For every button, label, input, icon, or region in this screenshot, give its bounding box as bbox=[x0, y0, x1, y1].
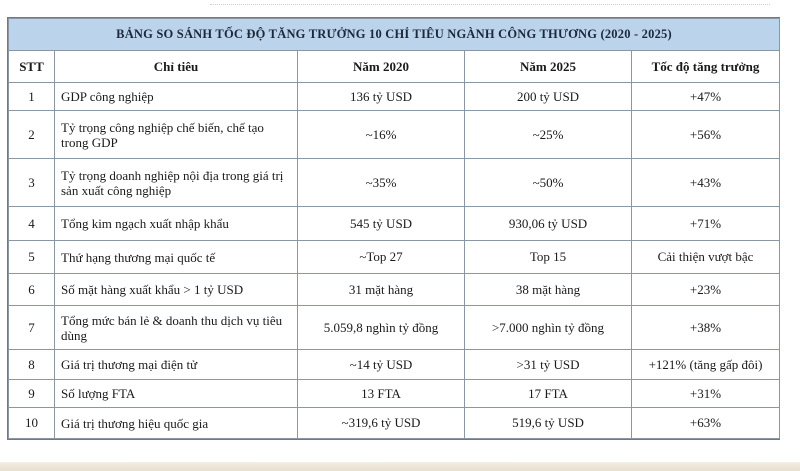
cell-nam-2020: 13 FTA bbox=[298, 380, 465, 408]
cell-stt: 6 bbox=[9, 274, 55, 306]
bottom-strip bbox=[0, 462, 800, 471]
table-row bbox=[9, 159, 780, 207]
header-nam-2025: Năm 2025 bbox=[465, 51, 632, 83]
table-row bbox=[9, 350, 780, 380]
header-row bbox=[9, 51, 780, 83]
cell-nam-2020: ~35% bbox=[298, 159, 465, 207]
cell-chi-tieu: Số mặt hàng xuất khẩu > 1 tỷ USD bbox=[55, 274, 298, 306]
cell-chi-tieu: Tỷ trọng công nghiệp chế biến, chế tạo trong GDP bbox=[55, 111, 298, 159]
header-nam-2020: Năm 2020 bbox=[298, 51, 465, 83]
cell-tang-truong: +31% bbox=[632, 380, 780, 408]
top-strip bbox=[0, 0, 800, 10]
table-row bbox=[9, 207, 780, 241]
cell-stt: 10 bbox=[9, 408, 55, 439]
table-title: BẢNG SO SÁNH TỐC ĐỘ TĂNG TRƯỞNG 10 CHỈ TIÊU NGÀNH CÔNG THƯƠNG (2020 - 2025) bbox=[9, 19, 780, 51]
cell-nam-2020: 545 tỷ USD bbox=[298, 207, 465, 241]
comparison-table bbox=[7, 17, 780, 440]
cell-tang-truong: Cải thiện vượt bậc bbox=[632, 241, 780, 274]
cell-nam-2025: 38 mặt hàng bbox=[465, 274, 632, 306]
cell-stt: 3 bbox=[9, 159, 55, 207]
cell-chi-tieu: Giá trị thương mại điện tử bbox=[55, 350, 298, 380]
table-row bbox=[9, 111, 780, 159]
cell-nam-2020: ~Top 27 bbox=[298, 241, 465, 274]
cell-tang-truong: +63% bbox=[632, 408, 780, 439]
cell-chi-tieu: Tổng mức bán lẻ & doanh thu dịch vụ tiêu dùng bbox=[55, 306, 298, 350]
table-row bbox=[9, 306, 780, 350]
cell-nam-2020: 5.059,8 nghìn tỷ đồng bbox=[298, 306, 465, 350]
cell-chi-tieu: Thứ hạng thương mại quốc tế bbox=[55, 241, 298, 274]
cell-stt: 8 bbox=[9, 350, 55, 380]
header-stt: STT bbox=[9, 51, 55, 83]
cell-stt: 1 bbox=[9, 83, 55, 111]
cell-tang-truong: +43% bbox=[632, 159, 780, 207]
header-chi-tieu: Chỉ tiêu bbox=[55, 51, 298, 83]
cell-tang-truong: +56% bbox=[632, 111, 780, 159]
cell-chi-tieu: Tỷ trọng doanh nghiệp nội địa trong giá trị sản xuất công nghiệp bbox=[55, 159, 298, 207]
cell-nam-2025: 519,6 tỷ USD bbox=[465, 408, 632, 439]
cell-stt: 2 bbox=[9, 111, 55, 159]
cell-nam-2025: Top 15 bbox=[465, 241, 632, 274]
table-row bbox=[9, 408, 780, 439]
cell-tang-truong: +71% bbox=[632, 207, 780, 241]
cell-chi-tieu: GDP công nghiệp bbox=[55, 83, 298, 111]
cell-nam-2025: ~50% bbox=[465, 159, 632, 207]
table-row bbox=[9, 83, 780, 111]
cell-chi-tieu: Tổng kim ngạch xuất nhập khẩu bbox=[55, 207, 298, 241]
cell-nam-2025: 200 tỷ USD bbox=[465, 83, 632, 111]
cell-nam-2020: ~319,6 tỷ USD bbox=[298, 408, 465, 439]
cell-tang-truong: +47% bbox=[632, 83, 780, 111]
cell-tang-truong: +23% bbox=[632, 274, 780, 306]
header-toc-do: Tốc độ tăng trưởng bbox=[632, 51, 780, 83]
cell-nam-2020: ~16% bbox=[298, 111, 465, 159]
cell-stt: 7 bbox=[9, 306, 55, 350]
cropped-text-line bbox=[210, 0, 770, 5]
cell-nam-2025: >31 tỷ USD bbox=[465, 350, 632, 380]
cell-nam-2025: 17 FTA bbox=[465, 380, 632, 408]
cell-tang-truong: +121% (tăng gấp đôi) bbox=[632, 350, 780, 380]
cell-nam-2025: >7.000 nghìn tỷ đồng bbox=[465, 306, 632, 350]
cell-chi-tieu: Giá trị thương hiệu quốc gia bbox=[55, 408, 298, 439]
cell-stt: 9 bbox=[9, 380, 55, 408]
table-row bbox=[9, 274, 780, 306]
cell-tang-truong: +38% bbox=[632, 306, 780, 350]
cell-nam-2020: 31 mặt hàng bbox=[298, 274, 465, 306]
cell-nam-2020: ~14 tỷ USD bbox=[298, 350, 465, 380]
table-row bbox=[9, 380, 780, 408]
table-row bbox=[9, 241, 780, 274]
cell-chi-tieu: Số lượng FTA bbox=[55, 380, 298, 408]
cell-nam-2025: ~25% bbox=[465, 111, 632, 159]
cell-nam-2020: 136 tỷ USD bbox=[298, 83, 465, 111]
cell-stt: 4 bbox=[9, 207, 55, 241]
cell-stt: 5 bbox=[9, 241, 55, 274]
cell-nam-2025: 930,06 tỷ USD bbox=[465, 207, 632, 241]
